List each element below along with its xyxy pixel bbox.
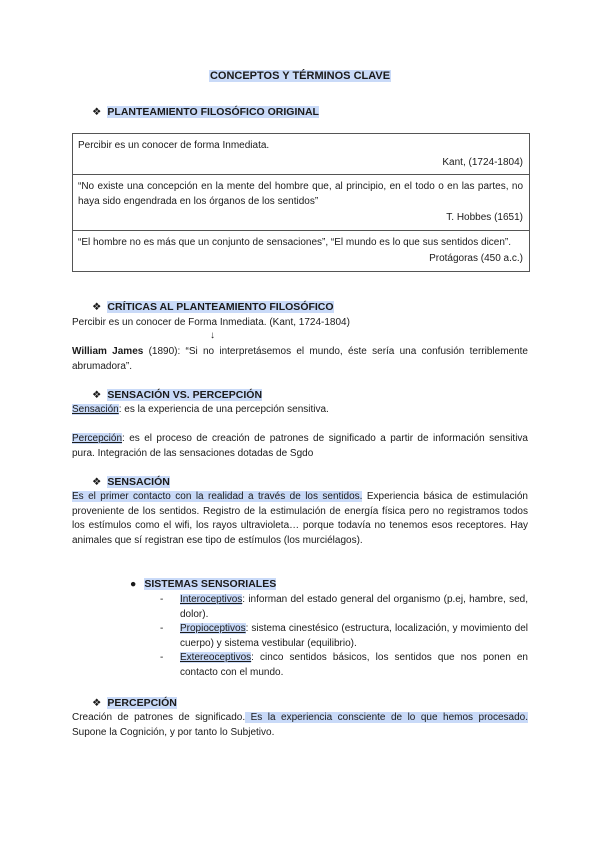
- criticas-line: Percibir es un conocer de Forma Inmediata. (Kant, 1724-1804): [72, 317, 350, 328]
- quotes-table: [72, 133, 530, 272]
- diamond-bullet-icon: ❖: [92, 106, 102, 118]
- down-arrow-icon: ↓: [210, 330, 215, 341]
- sistemas-list: [160, 593, 528, 680]
- author-name: William James: [72, 346, 144, 357]
- quote-author: T. Hobbes (1651): [446, 212, 523, 223]
- list-item: - Propioceptivos: sistema cinestésico (estructura, localización, y movimiento del cuerpo) y sistema vestibular (equilibrio).: [160, 622, 528, 651]
- sensacion-paragraph: Es el primer contacto con la realidad a través de los sentidos. Experiencia básica de estimulación proveniente de los sentidos. Registro de la estimulación de energía física pero no registramos todos los estímulos como el wifi, los rayos ultravioleta… porque todavía no tenemos esos receptores. Hay animales que sí registran ese tipo de estímulos (los murciélagos).: [72, 491, 528, 546]
- diamond-bullet-icon: ❖: [92, 476, 102, 488]
- dash-bullet: -: [160, 623, 164, 634]
- quote-row: [73, 134, 529, 175]
- circle-bullet-icon: ●: [130, 578, 137, 590]
- dash-bullet: -: [160, 594, 164, 605]
- dash-bullet: -: [160, 652, 164, 663]
- diamond-bullet-icon: ❖: [92, 697, 102, 709]
- percepcion-paragraph: Creación de patrones de significado. Es la experiencia consciente de lo que hemos procesado. Supone la Cognición, y por tanto lo Subjetivo.: [72, 712, 528, 738]
- diamond-bullet-icon: ❖: [92, 301, 102, 313]
- quote-text: “No existe una concepción en la mente del hombre que, al principio, en el todo o en las partes, no haya sido engendrada en los órganos de los sentidos”: [78, 181, 523, 207]
- section-heading-sensacion: ❖ SENSACIÓN: [92, 476, 170, 488]
- section-heading-sensacion-vs-percepcion: ❖ SENSACIÓN VS. PERCEPCIÓN: [92, 389, 263, 401]
- william-james-quote: William James (1890): “Si no interpretásemos el mundo, éste sería una confusión terriblemente abrumadora”.: [72, 346, 528, 372]
- section-heading-percepcion: ❖ PERCEPCIÓN: [92, 697, 177, 709]
- quote-row: [73, 175, 529, 231]
- section-heading-criticas: ❖ CRÍTICAS AL PLANTEAMIENTO FILOSÓFICO: [92, 301, 334, 313]
- diamond-bullet-icon: ❖: [92, 389, 102, 401]
- quote-row: [73, 231, 529, 271]
- sensacion-definition: Sensación: es la experiencia de una percepción sensitiva.: [72, 404, 329, 415]
- quote-text: “El hombre no es más que un conjunto de sensaciones”, “El mundo es lo que sus sentidos dicen”.: [78, 236, 512, 248]
- quote-author: Kant, (1724-1804): [442, 156, 523, 168]
- percepcion-definition: Percepción: es el proceso de creación de patrones de significado a partir de información sensitiva pura. Integración de las sensaciones dotadas de Sgdo: [72, 433, 528, 459]
- quote-text: Percibir es un conocer de forma Inmediata.: [78, 140, 270, 151]
- list-item: - Extereoceptivos: cinco sentidos básicos, los sentidos que nos ponen en contacto con el mundo.: [160, 651, 528, 680]
- quote-author: Protágoras (450 a.c.): [429, 253, 523, 264]
- subheading-sistemas-sensoriales: ● SISTEMAS SENSORIALES: [130, 578, 277, 590]
- document-title: CONCEPTOS Y TÉRMINOS CLAVE: [209, 70, 391, 82]
- list-item: - Interoceptivos: informan del estado general del organismo (p.ej, hambre, sed, dolor).: [160, 593, 528, 622]
- section-heading-planteamiento: ❖ PLANTEAMIENTO FILOSÓFICO ORIGINAL: [92, 106, 319, 118]
